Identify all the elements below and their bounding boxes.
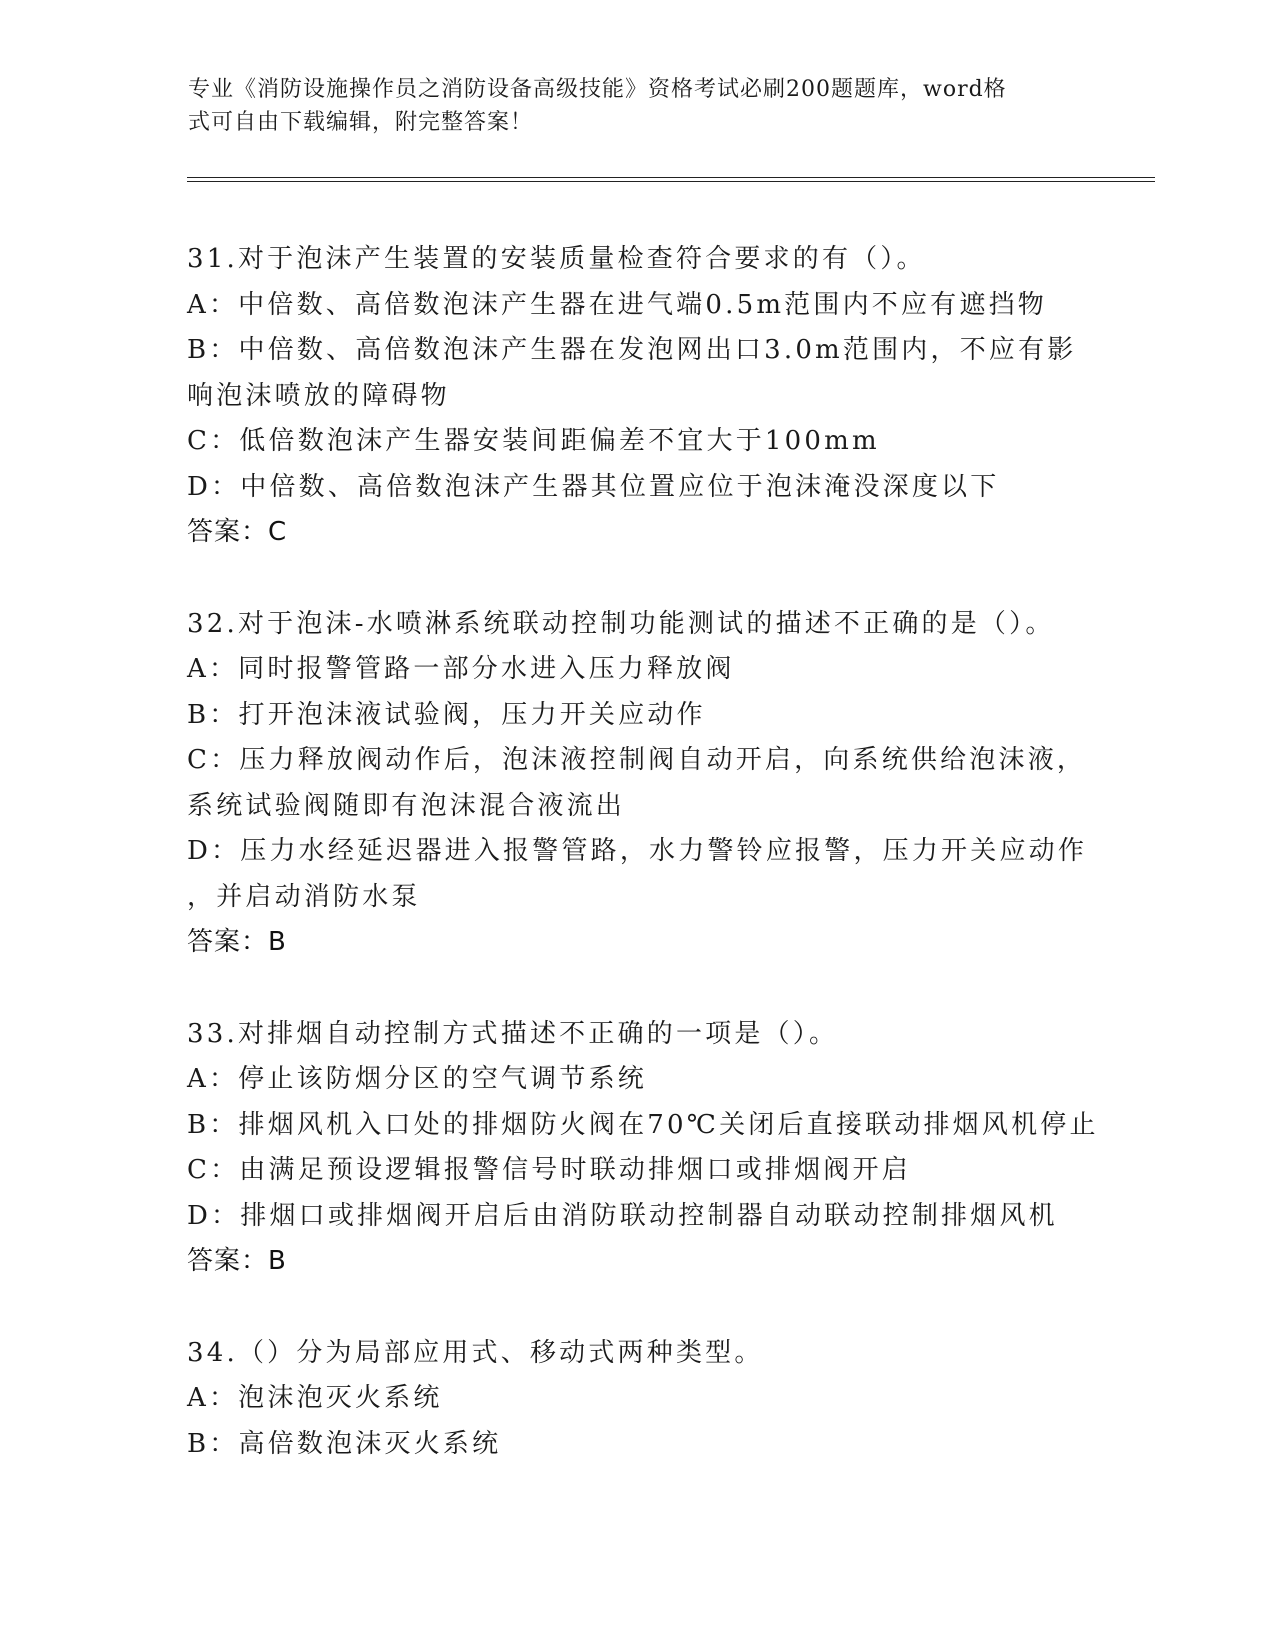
question-list — [187, 237, 1099, 1513]
question-stem: 32.对于泡沫-水喷淋系统联动控制功能测试的描述不正确的是（）。 — [187, 608, 1055, 639]
option-b: B：打开泡沫液试验阀，压力开关应动作 — [187, 699, 706, 730]
answer-label: 答案：B — [187, 1246, 287, 1276]
option-a: A：泡沫泡灭火系统 — [187, 1383, 443, 1413]
option-b: B：高倍数泡沫灭火系统 — [187, 1428, 502, 1459]
option-b-continued: 响泡沫喷放的障碍物 — [187, 380, 450, 411]
answer-label: 答案：C — [187, 517, 288, 547]
option-b: B：排烟风机入口处的排烟防火阀在70℃关闭后直接联动排烟风机停止 — [187, 1109, 1099, 1140]
header-divider-bottom — [187, 181, 1155, 182]
option-a: A：同时报警管路一部分水进入压力释放阀 — [187, 654, 735, 684]
option-a: A：停止该防烟分区的空气调节系统 — [187, 1064, 647, 1094]
question-stem: 33.对排烟自动控制方式描述不正确的一项是（）。 — [187, 1018, 839, 1049]
option-d-continued: ，并启动消防水泵 — [187, 881, 421, 912]
question-32 — [187, 602, 1087, 966]
option-a: A：中倍数、高倍数泡沫产生器在进气端0.5m范围内不应有遮挡物 — [187, 289, 1047, 320]
header-line-2: 式可自由下载编辑，附完整答案！ — [188, 110, 534, 135]
option-b: B：中倍数、高倍数泡沫产生器在发泡网出口3.0m范围内，不应有影 — [187, 335, 1077, 365]
option-d: D：压力水经延迟器进入报警管路，水力警铃应报警，压力开关应动作 — [187, 836, 1088, 866]
question-31 — [187, 237, 1087, 556]
option-c-continued: 系统试验阀随即有泡沫混合液流出 — [187, 790, 626, 821]
header-line-1: 专业《消防设施操作员之消防设备高级技能》资格考试必刷200题题库，word格 — [188, 77, 1007, 102]
option-d: D：排烟口或排烟阀开启后由消防联动控制器自动联动控制排烟风机 — [187, 1200, 1058, 1231]
question-stem: 31.对于泡沫产生装置的安装质量检查符合要求的有（）。 — [187, 244, 926, 274]
option-d: D：中倍数、高倍数泡沫产生器其位置应位于泡沫淹没深度以下 — [187, 471, 1000, 502]
document-header — [188, 73, 1068, 139]
option-c: C：由满足预设逻辑报警信号时联动排烟口或排烟阀开启 — [187, 1155, 911, 1185]
option-c: C：压力释放阀动作后，泡沫液控制阀自动开启，向系统供给泡沫液， — [187, 745, 1087, 775]
question-stem: 34.（）分为局部应用式、移动式两种类型。 — [187, 1337, 764, 1368]
question-34 — [187, 1331, 1087, 1468]
answer-label: 答案：B — [187, 927, 287, 957]
option-c: C：低倍数泡沫产生器安装间距偏差不宜大于100mm — [187, 426, 880, 456]
question-33 — [187, 1012, 1099, 1285]
header-divider-top — [187, 177, 1155, 178]
